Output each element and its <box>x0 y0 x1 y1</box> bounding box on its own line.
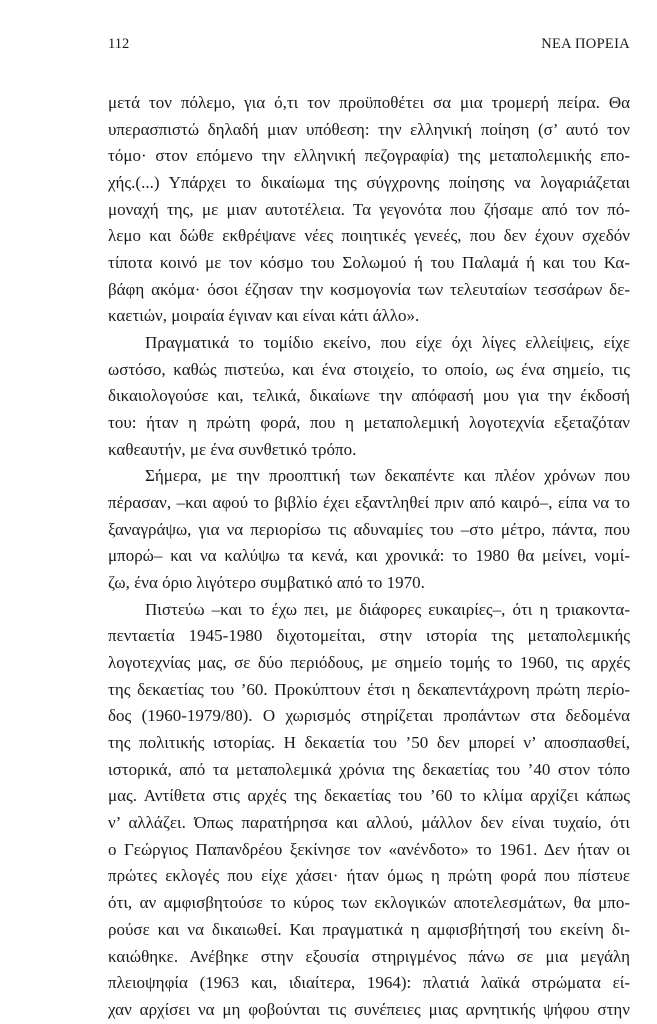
text-line-content: Σήμερα, με την προοπτική των δεκαπέντε και πλέον χρόνων που <box>145 466 630 486</box>
text-line <box>108 303 630 330</box>
text-line-content: ότι, αν αμφισβητούσε το κύρος των εκλογικών αποτελεσμάτων, θα μπο- <box>108 893 630 913</box>
paragraph <box>108 330 630 463</box>
text-line <box>108 944 630 971</box>
text-line <box>108 330 630 357</box>
text-line <box>108 117 630 144</box>
running-header <box>108 36 630 56</box>
text-line-content: ιστορικά, από τα μεταπολεμικά χρόνια της δεκαετίας του ’40 στον τόπο <box>108 759 630 779</box>
text-line <box>108 543 630 570</box>
text-line <box>108 410 630 437</box>
text-line <box>108 997 630 1024</box>
text-line <box>108 223 630 250</box>
text-line <box>108 837 630 864</box>
text-line <box>108 917 630 944</box>
text-line <box>108 90 630 117</box>
text-line-content: μπορώ– και να καλύψω τα κενά, και χρονικά: το 1980 θα μείνει, νομί- <box>108 546 630 566</box>
text-line-content: Πιστεύω –και το έχω πει, με διάφορες ευκαιρίες–, ότι η τριακοντα- <box>145 599 630 619</box>
text-line <box>108 517 630 544</box>
text-line <box>108 783 630 810</box>
text-line-content: της δεκαετίας του ’60. Προκύπτουν έτσι η δεκαπεντάχρονη πρώτη περίο- <box>108 679 630 699</box>
text-line-content: πέρασαν, –και αφού το βιβλίο έχει εξαντληθεί πριν από καιρό–, είπα να το <box>108 493 630 513</box>
text-line <box>108 970 630 997</box>
text-line-content: ν’ αλλάζει. Όπως παρατήρησα και αλλού, μάλλον δεν είναι τυχαίο, ότι <box>108 813 630 833</box>
text-line <box>108 810 630 837</box>
text-line <box>108 650 630 677</box>
text-line-content: υπερασπιστώ δηλαδή μιαν υπόθεση: την ελληνική ποίηση (σ’ αυτό τον <box>108 119 630 139</box>
text-line-content: μας. Αντίθετα στις αρχές της δεκαετίας του ’60 το κλίμα αρχίζει κάπως <box>108 786 630 806</box>
text-line-content: μετά τον πόλεμο, για ό,τι τον προϋποθέτει σα μια τρομερή πείρα. Θα <box>108 93 630 112</box>
text-line <box>108 597 630 624</box>
text-line-content: δος (1960-1979/80). Ο χωρισμός στηρίζεται προπάντων στα δεδομένα <box>108 706 630 726</box>
text-line <box>108 863 630 890</box>
text-line <box>108 437 630 464</box>
text-line <box>108 890 630 917</box>
text-line-content: καετιών, μοιραία έγιναν και είναι κάτι άλλο». <box>108 306 420 326</box>
running-title: ΝΕΑ ΠΟΡΕΙΑ <box>541 36 630 52</box>
paragraph <box>108 597 630 1024</box>
text-line-content: δικαιολογούσε και, τελικά, δικαίωνε την απόφασή μου για την έκδοσή <box>108 386 630 406</box>
text-line <box>108 757 630 784</box>
text-line <box>108 250 630 277</box>
text-line <box>108 357 630 384</box>
text-line-content: καθεαυτήν, με ένα συνθετικό τρόπο. <box>108 439 357 459</box>
text-line-content: μοναχή της, με μιαν αυτοτέλεια. Τα γεγονότα που ζήσαμε από τον πό- <box>108 199 630 219</box>
text-line-content: ξαναγράψω, για να περιορίσω τις αδυναμίες του –στο μέτρο, πάντα, που <box>108 519 630 539</box>
text-line <box>108 703 630 730</box>
text-line-content: Πραγματικά το τομίδιο εκείνο, που είχε όχι λίγες ελλείψεις, είχε <box>145 333 630 353</box>
text-line-content: ρούσε και να δικαιωθεί. Και πραγματικά η αμφισβήτησή του εκείνη δι- <box>108 919 630 939</box>
text-line <box>108 143 630 170</box>
text-line-content: βάφη ακόμα· όσοι έζησαν την κοσμογονία των τελευταίων τεσσάρων δε- <box>108 279 630 299</box>
text-line-content: πρώτες εκλογές που είχε χάσει· ήταν όμως η πρώτη φορά που πίστευε <box>108 866 630 886</box>
text-line <box>108 170 630 197</box>
text-line-content: ο Γεώργιος Παπανδρέου ξεκίνησε τον «ανένδοτο» το 1961. Δεν ήταν οι <box>108 839 630 859</box>
text-line <box>108 570 630 597</box>
text-line-content: τίποτα κοινό με τον κόσμο του Σολωμού ή του Παλαμά ή και του Κα- <box>108 253 630 273</box>
text-line <box>108 277 630 304</box>
text-line-content: χής.(...) Υπάρχει το δικαίωμα της σύγχρονης ποίησης να λογαριάζεται <box>108 173 630 193</box>
paragraph <box>108 90 630 330</box>
text-line-content: πενταετία 1945-1980 διχοτομείται, στην ιστορία της μεταπολεμικής <box>108 626 630 646</box>
text-line-content: λογοτεχνίας μας, σε δύο περιόδους, με σημείο τομής το 1960, τις αρχές <box>108 653 630 673</box>
page-number: 112 <box>108 36 130 52</box>
text-line-content: του: ήταν η πρώτη φορά, που η μεταπολεμική λογοτεχνία εξεταζόταν <box>108 413 630 433</box>
text-line-content: τόμο· στον επόμενο την ελληνική πεζογραφία) της μεταπολεμικής επο- <box>108 146 630 166</box>
text-line-content: πλειοψηφία (1963 και, ιδιαίτερα, 1964): πλατιά λαϊκά στρώματα εί- <box>108 973 630 993</box>
text-line <box>108 730 630 757</box>
body-text <box>108 90 630 1024</box>
text-line <box>108 383 630 410</box>
text-line <box>108 623 630 650</box>
text-line-content: ζω, ένα όριο λιγότερο συμβατικό από το 1970. <box>108 573 425 593</box>
text-line <box>108 197 630 224</box>
paragraph <box>108 463 630 596</box>
text-line <box>108 463 630 490</box>
text-line <box>108 677 630 704</box>
text-line-content: χαν αρχίσει να μη φοβούνται τις συνέπειες μιας αρνητικής ψήφου στην <box>108 999 630 1019</box>
text-line <box>108 490 630 517</box>
text-line-content: λεμο και δώθε εκθρέψανε νέες ποιητικές γενεές, που δεν έχουν σχεδόν <box>108 226 630 246</box>
text-line-content: καιώθηκε. Ανέβηκε στην εξουσία στηριγμένος πάνω σε μια μεγάλη <box>108 946 630 966</box>
text-line-content: ωστόσο, καθώς πιστεύω, και ένα στοιχείο, το οποίο, ως ένα σημείο, τις <box>108 359 630 379</box>
text-line-content: της πολιτικής ιστορίας. Η δεκαετία του ’50 δεν μπορεί ν’ αποσπασθεί, <box>108 733 630 753</box>
